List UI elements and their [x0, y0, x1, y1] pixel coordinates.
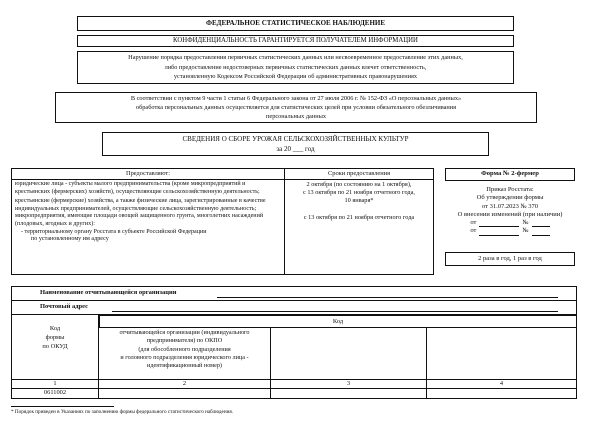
column-4-header — [427, 328, 576, 380]
okud-header-line: формы — [45, 334, 65, 341]
column-number: 3 — [271, 380, 427, 389]
okud-header-line: по ОКУД — [42, 343, 68, 350]
organization-table — [11, 286, 577, 399]
submitter-recipient-address: по установленному им адресу — [31, 236, 109, 243]
deadlines-column — [285, 169, 433, 274]
violation-line: Нарушение порядка предоставления первичных статистических данных или несвоевременное предоставление этих данных, — [128, 54, 463, 61]
submitter-recipient: - территориальному органу Росстата в субъекте Российской Федерации — [21, 228, 207, 235]
deadline-item: 2 октября (по состоянию на 1 октября), — [306, 181, 412, 188]
code-group-header: Код — [99, 315, 576, 328]
amendment-date-field[interactable] — [479, 229, 519, 236]
deadline-item: с 13 октября по 21 ноября отчетного года — [303, 214, 415, 221]
submitters-header: Предоставляют: — [12, 169, 284, 180]
order-line: Приказ Росстата: — [486, 186, 534, 193]
org-name-field[interactable] — [217, 297, 558, 298]
deadline-item: 10 января* — [344, 197, 374, 204]
column-number: 1 — [12, 380, 99, 389]
form-period: за 20 ___ год — [276, 145, 315, 153]
personal-data-line: В соответствии с пунктом 9 части 1 статьи 6 Федерального закона от 27 июля 2006 г. № 152-ФЗ «О персональных данных» — [130, 95, 462, 102]
okpo-header-line: идентификационный номер) — [147, 362, 222, 370]
okpo-header — [99, 328, 271, 380]
address-label: Почтовый адрес — [40, 303, 88, 310]
submitter-item: крестьянские (фермерские) хозяйства, а также физические лица, зарегистрированные в качестве индивидуальных предпринимателей, осуществляющие сельскохозяйственную деятельность; — [15, 198, 266, 212]
footnote-divider — [11, 406, 114, 407]
amendment-number-field[interactable] — [532, 220, 550, 227]
okpo-header-line: (для обособленного подразделения — [138, 345, 231, 353]
federal-observation-header: ФЕДЕРАЛЬНОЕ СТАТИСТИЧЕСКОЕ НАБЛЮДЕНИЕ — [77, 16, 514, 31]
okud-code-value: 0611002 — [12, 389, 99, 398]
submitters-column — [12, 169, 285, 274]
personal-data-line: обработка персональных данных осуществляется для статистических целей при условии обязательного обезличивания — [135, 104, 457, 111]
number-label: № — [522, 227, 529, 235]
column-3-header — [271, 328, 427, 380]
violation-line: установленную Кодексом Российской Федерации об административных правонарушениях — [173, 73, 418, 80]
okpo-header-line: и головного подразделения юридического лица - — [120, 353, 249, 361]
deadline-item: с 13 октября по 21 ноября отчетного года, — [303, 189, 415, 196]
personal-data-notice — [55, 92, 537, 123]
org-name-label: Наименование отчитывающейся организации — [40, 289, 177, 296]
okpo-header-line: отчитывающейся организации (индивидуального — [119, 329, 250, 336]
from-label: от — [470, 227, 477, 235]
okpo-header-line: предпринимателя) по ОКПО — [146, 337, 223, 345]
form-title-text: СВЕДЕНИЯ О СБОРЕ УРОЖАЯ СЕЛЬСКОХОЗЯЙСТВЕННЫХ КУЛЬТУР — [182, 135, 409, 143]
order-info — [440, 186, 580, 236]
okud-header-line: Код — [49, 325, 61, 332]
order-line: О внесении изменений (при наличии) — [457, 210, 563, 218]
number-label: № — [522, 219, 529, 227]
column-number: 2 — [99, 380, 271, 389]
okpo-code-field[interactable] — [99, 389, 271, 398]
order-line: от 31.07.2023 № 370 — [481, 202, 539, 210]
confidentiality-notice: КОНФИДЕНЦИАЛЬНОСТЬ ГАРАНТИРУЕТСЯ ПОЛУЧАТЕЛЕМ ИНФОРМАЦИИ — [77, 35, 514, 47]
violation-notice — [77, 51, 514, 84]
frequency-badge: 2 раза в год, 1 раз в год — [445, 252, 575, 266]
submitter-item: юридические лица - субъекты малого предпринимательства (кроме микропредприятий и крестьянских (фермерских) хозяйств), осуществляющие сельскохозяйственную деятельность; — [15, 181, 260, 195]
code-field-3[interactable] — [271, 389, 427, 398]
org-name-row — [12, 287, 576, 301]
column-number: 4 — [427, 380, 576, 389]
amendment-line — [440, 219, 580, 227]
address-field[interactable] — [112, 311, 558, 312]
org-address-row — [12, 301, 576, 315]
amendment-number-field[interactable] — [532, 229, 550, 236]
personal-data-line: персональных данных — [266, 113, 326, 120]
deadlines-header: Сроки предоставления — [285, 169, 433, 180]
submitter-item: микропредприятия, имеющие площади овощей защищенного грунта, многолетних насаждений (плодовых, ягодных и других): — [15, 213, 264, 227]
order-line: Об утверждении формы — [476, 194, 544, 202]
code-field-4[interactable] — [427, 389, 576, 398]
form-title — [102, 132, 489, 156]
form-number-badge: Форма № 2-фермер — [445, 168, 575, 181]
violation-line: либо предоставление недостоверных первичных статистических данных влечет ответственность, — [164, 63, 427, 71]
okud-code-header — [12, 315, 99, 380]
amendment-line — [440, 227, 580, 235]
from-label: от — [470, 219, 477, 227]
footnote: * Порядок приведен в Указаниях по заполнению формы федерального статистического наблюдения. — [11, 409, 234, 415]
submitters-table — [11, 168, 434, 275]
amendment-date-field[interactable] — [479, 220, 519, 227]
